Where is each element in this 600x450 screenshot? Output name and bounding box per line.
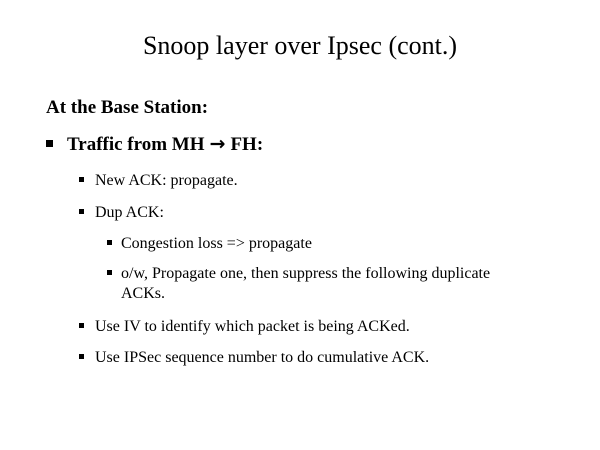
bullet-dup-ack	[79, 203, 164, 223]
bullet-text: o/w, Propagate one, then suppress the following duplicate ACKs.	[121, 265, 491, 302]
sub-bullet-congestion	[107, 234, 527, 254]
square-bullet-icon	[79, 177, 84, 182]
traffic-destination: FH:	[230, 134, 264, 155]
square-bullet-icon	[107, 240, 112, 245]
bullet-level1-traffic	[46, 131, 263, 158]
square-bullet-icon	[46, 140, 53, 147]
sub-bullet-suppress	[107, 264, 517, 304]
slide-title: Snoop layer over Ipsec (cont.)	[142, 31, 458, 60]
bullet-new-ack	[79, 171, 238, 191]
bullet-text: Dup ACK:	[95, 204, 164, 221]
bullet-text: Use IPSec sequence number to do cumulative ACK.	[95, 349, 430, 366]
traffic-label: Traffic from MH	[67, 134, 205, 155]
square-bullet-icon	[79, 209, 84, 214]
bullet-ipsec-seq	[79, 348, 429, 368]
bullet-text: Congestion loss => propagate	[121, 235, 312, 252]
bullet-text: New ACK: propagate.	[95, 172, 238, 189]
square-bullet-icon	[79, 323, 84, 328]
right-arrow-icon: →	[209, 133, 226, 155]
bullet-use-iv	[79, 317, 410, 337]
square-bullet-icon	[79, 354, 84, 359]
bullet-text: Use IV to identify which packet is being ACKed.	[95, 318, 410, 335]
section-heading: At the Base Station:	[46, 97, 209, 118]
square-bullet-icon	[107, 270, 112, 275]
